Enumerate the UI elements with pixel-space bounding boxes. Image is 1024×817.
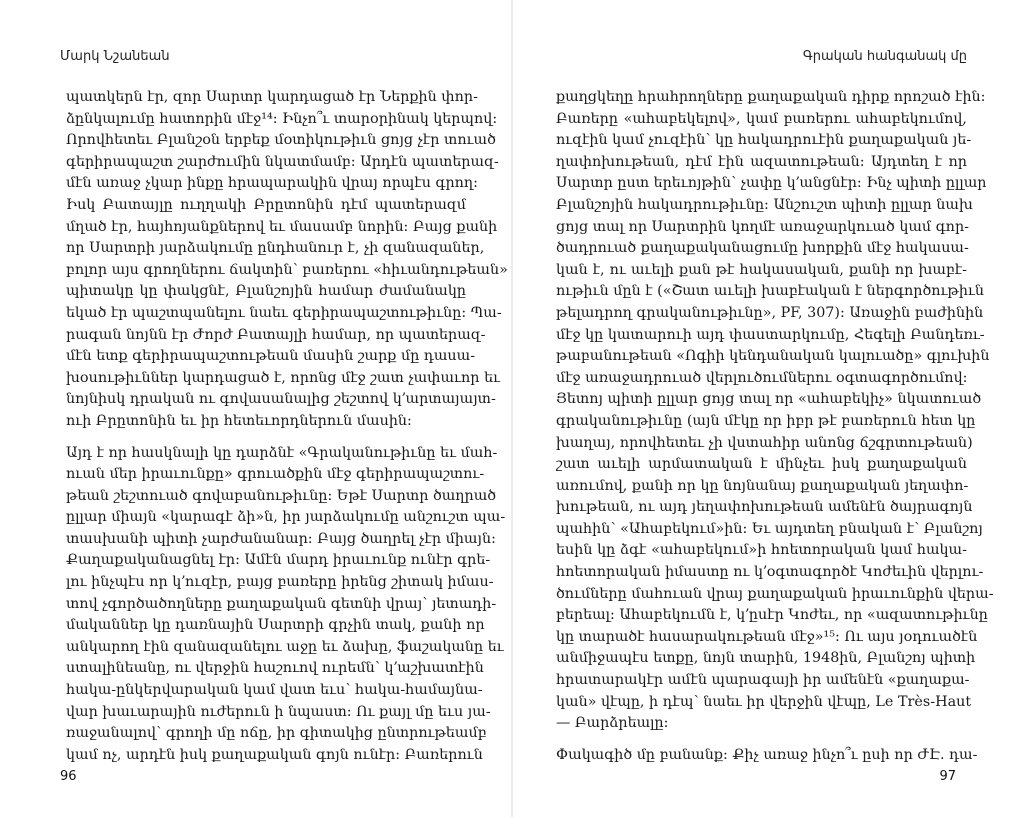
left-page-paragraph (66, 87, 508, 433)
text-line: Փակագիծ մը բանանք: Քիչ առաջ ինչո՞ւ ըսի որ ԺԷ. դա- (556, 746, 978, 763)
text-line: Բառերը «ահաբեկելով», կամ բառերու ահաբեկումով, (556, 110, 967, 127)
text-line: կամ ոչ, արդէն իսկ քաղաքական գոյն ունէր: Բառերուն (66, 746, 483, 763)
right-page (513, 0, 1024, 817)
text-line: Յետոյ պիտի ըլլար ցոյց տալ որ «ահաբեկիչ» նկատուած (556, 391, 982, 408)
text-line: քաղցկեղը հրահրողները քաղաքական դիրք որոշած էին: (556, 89, 986, 105)
text-line: կան է, ու աւելի քան թէ հակասական, քանի որ խաբէ- (556, 261, 967, 278)
right-page-paragraph (556, 745, 978, 767)
text-line: խաղայ, որովհետեւ չի վստահիր անոնց ճշգրտութեան) (556, 434, 973, 451)
text-line: Քաղաքականացնել էր: Ամէն մարդ իրաւունք ունէր գրե- (66, 552, 491, 569)
text-line: եսին կը ձգէ «ահաբեկում»ի հոետորական կամ հակա- (556, 542, 967, 559)
text-line: շատ աւելի արմատական է մինչեւ իսկ քաղաքական (556, 456, 967, 473)
text-line: ութիւն մըն է («Շատ աւելի խաբէական է ներգործութիւն (556, 283, 984, 300)
text-line: ստալինեանը, ու վերջին հաշուով ուրեմն՝ կ՚աշխատէին (66, 660, 484, 677)
text-line: բերեալ: Ահաբեկումն է, կ՚ըսէր Կոժեւ, որ «ազատութիւնը (556, 607, 988, 624)
text-line: մէն ետք գերիրապաշտութեան մասին շարք մը դասա- (66, 348, 476, 365)
text-line: թաբանութեան «Ոգիի կենդանական կալուածը» գլուխին (556, 348, 990, 365)
text-line: անկարող էին զանազանելու աջը եւ ձախը, ֆաշականը եւ (66, 638, 504, 655)
text-line: առումով, քանի որ կը նոյնանայ քաղաքական յեղափո- (556, 477, 969, 494)
text-line: րագան նոյնն էր Ժորժ Բատայլի համար, որ պատերազ- (66, 326, 486, 343)
left-page (0, 0, 511, 817)
text-line: Բլանշոյին հակադրութիւնը: Անշուշտ պիտի ըլլար նախ (556, 196, 973, 213)
running-head-author: Մարկ Նշանեան (60, 49, 170, 64)
right-page-body (556, 87, 994, 766)
left-page-body (66, 87, 508, 766)
text-line: ըլլար միայն «կարագէ ձի»ն, իր յարձակումը անշուշտ պա- (66, 509, 506, 526)
text-line: եկած էր պաշտպանելու նաեւ գերիրապաշտութիւնը: Պա- (66, 304, 502, 321)
text-line: հրատարակէր ամէն պարագայի իր ամենէն «քաղաքա- (556, 672, 970, 689)
text-line: թելադրող գրականութիւնը», PF, 307): Առաջին բաժինին (556, 304, 984, 321)
text-line: գրականութիւնը (այն մէկը որ իբր թէ բառերուն հետ կը (556, 412, 976, 429)
text-line: անմիջապէս ետքը, նոյն տարին, 1948ին, Բլանշոյ պիտի (556, 650, 976, 667)
page-number-right: 97 (939, 769, 956, 784)
text-line: ուան մեր իրաւունքը» գրուածքին մէջ գերիրապաշտու- (66, 466, 485, 483)
paragraph-gap (556, 735, 967, 745)
text-line: Որովհետեւ Բլանշօն երբեք մօտիկութիւն ցոյց չէր տուած (66, 132, 496, 149)
text-line: ցոյց տալ որ Սարտրին կողմէ առաջարկուած կամ գոր- (556, 218, 970, 235)
running-head-title: Գրական հանգանակ մը (802, 49, 967, 64)
text-line: տով չգործածողները քաղաքական գետնի վրայ՝ յետադի- (66, 595, 497, 612)
text-line: մականներ կը դառնային Սարտրի գրչին տակ, քանի որ (66, 617, 485, 634)
text-line: հոետորական իմաստը ու կ՚օգտագործէ Կոժեւին վերլու- (556, 564, 984, 581)
text-line: մէջ կը կատարուի այդ փաստարկումը, Հեգելի Բանդեռւ- (556, 326, 985, 343)
text-line: վար խաւարային ուժերուն ի նպաստ: Ու քայլ մը եւս յա- (66, 703, 491, 720)
text-line: մէջ առաջադրուած վերլուծումներու օգտագործումով: (556, 369, 968, 386)
text-line: Սարտր ըստ երեւոյթին՝ չափը կ՚անցնէր: Ինչ պիտի ըլլար (556, 175, 987, 192)
text-line: պիտակը կը փակցնէ, Բլանշոյին համար ժամանակը (66, 283, 466, 300)
text-line: բոլոր այս գրողներու ճակտին՝ բառերու «հիւանդութեան» (66, 261, 508, 278)
text-line: լու ինչպէս որ կ՚ուզէր, բայց բառերը իրենց շիտակ իմաս- (66, 574, 494, 591)
text-line: ծադրուած քաղաքականացումը խորքին մէջ հակասա- (556, 240, 969, 257)
text-line: նոյնիսկ դրական ու գովասանալից շեշտով կ՚արտայայտ- (66, 391, 496, 408)
text-line: Այդ է որ հասկնալի կը դարձնէ «Գրականութիւնը եւ մահ- (66, 444, 498, 461)
text-line: մէն առաջ չկար ինքը հրապարակին վրայ որպէս գրող: (66, 175, 478, 192)
text-line: խութեան, ու այդ յեղափոխութեան ամենէն ծայրագոյն (556, 499, 973, 516)
text-line: թեան շեշտուած գովաբանութիւնը: Եթէ Սարտր ծաղրած (66, 487, 497, 504)
text-line: կը տարածէ հասարակութեան մէջ»¹⁵: Ու այս յօդուածէն (556, 628, 978, 645)
text-line: ռաջանալով՝ գրողի մը ոճը, իր գիտակից ընտրութեամբ (66, 725, 487, 742)
right-page-paragraph (556, 87, 994, 735)
left-page-paragraph (66, 443, 506, 767)
text-line: ուզէին կամ չուզէին՝ կը հակադրուէին քաղաքական յե- (556, 132, 972, 149)
text-line: որ Սարտրի յարձակումը ընդհանուր է, չի զանազաներ, (66, 240, 485, 257)
text-line: տասխանի պիտի չարժանանար: Բայց ծաղրել չէր միայն: (66, 530, 496, 547)
text-line: — Բարձրեալը: (556, 715, 669, 732)
paragraph-gap (66, 433, 466, 443)
text-line: կան» վէպը, ի դէպ՝ նաեւ իր վերջին վէպը, Le Très-Haut (556, 693, 972, 710)
text-line: գերիրապաշտ շարժումին նկատմամբ: Արդէն պատերազ- (66, 153, 499, 170)
text-line: ծումները մահուան վրայ քաղաքական իրաւունքին վերա- (556, 585, 994, 602)
text-line: պահին՝ «Ահաբեկում»ին: Եւ այդտեղ բնական է՝ Բլանշոյ (556, 520, 983, 537)
text-line: ձընկալումը հատորին մէջ¹⁴: Ինչո՞ւ տարօրինակ կերպով: (66, 110, 498, 127)
text-line: ղափոխութեան, դէմ էին ազատութեան: Այդտեղ է որ (556, 153, 967, 170)
text-line: պատկերն էր, զոր Սարտր կարդացած էր Ներքին փոր- (66, 89, 478, 105)
text-line: հակա-ընկերվարական կամ վատ եւս՝ հակա-համայնա- (66, 682, 483, 699)
page-number-left: 96 (60, 769, 77, 784)
text-line: մղած էր, հայհոյանքներով եւ մասամբ նորին: Բայց քանի (66, 218, 498, 235)
text-line: ուի Բրըտոնին եւ իր հետեւորդներուն մասին: (66, 412, 412, 429)
text-line: Իսկ Բատայլը ուղղակի Բրըտոնին դէմ պատերազմ (66, 196, 466, 213)
text-line: խօսութիւններ կարդացած է, որոնց մէջ շատ չափաւոր եւ (66, 369, 501, 386)
